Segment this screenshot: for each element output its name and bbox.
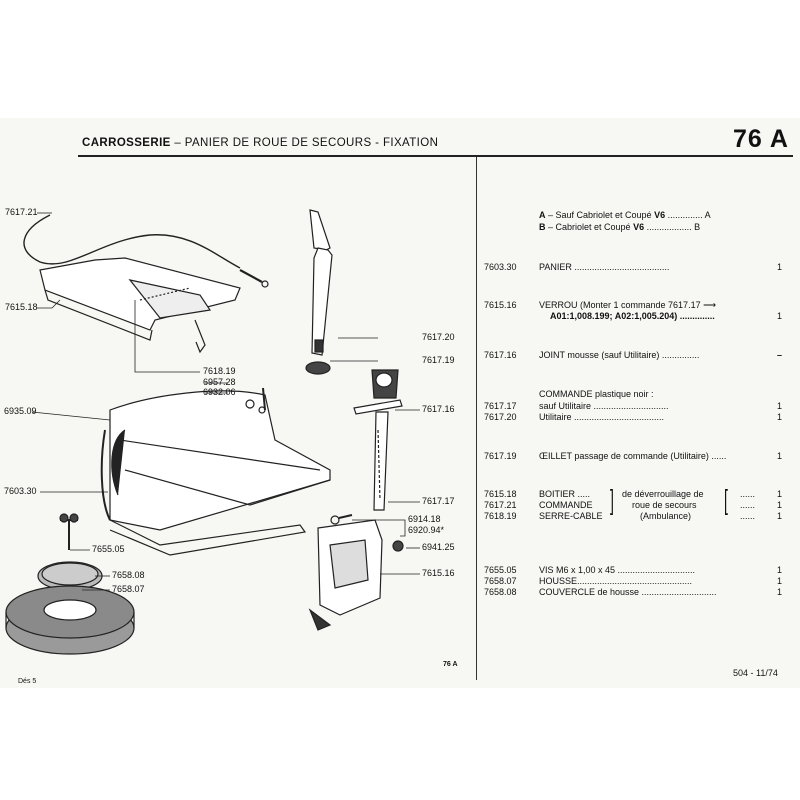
part-description: VIS M6 x 1,00 x 45 ............................... (539, 565, 696, 575)
part-description: COMMANDE (539, 500, 593, 510)
callout-7615-18: 7615.18 (5, 302, 38, 312)
part-number: 7615.18 (484, 489, 517, 499)
part-number: 7655.05 (484, 565, 517, 575)
part-number: 7658.08 (484, 587, 517, 597)
part-quantity: 1 (777, 401, 783, 411)
part-number: 7617.16 (484, 350, 517, 360)
part-description: COUVERCLE de housse .............................. (539, 587, 717, 597)
part-number: 7618.19 (484, 511, 517, 521)
callout-7617-20: 7617.20 (422, 332, 455, 342)
part-description: sauf Utilitaire .............................. (539, 401, 669, 411)
part-quantity: – (777, 350, 783, 360)
group-dots: ...... (740, 500, 756, 510)
callout-7658-07: 7658.07 (112, 584, 145, 594)
callout-7617-17: 7617.17 (422, 496, 455, 506)
callout-7618-19: 7618.19 (203, 366, 236, 376)
part-description: HOUSSE.............................................. (539, 576, 693, 586)
part-description: PANIER ...................................... (539, 262, 670, 272)
callout-7658-08: 7658.08 (112, 570, 145, 580)
group-note-line1: de déverrouillage de (622, 489, 704, 499)
part-quantity: 1 (777, 587, 783, 597)
part-description: Utilitaire .................................... (539, 412, 665, 422)
part-number: 7615.16 (484, 300, 517, 310)
part-quantity: 1 (777, 311, 783, 321)
part-quantity: 1 (777, 451, 783, 461)
part-description: JOINT mousse (sauf Utilitaire) ............... (539, 350, 700, 360)
callout-6920-94: 6920.94* (408, 525, 445, 535)
figure-code: 76 A (443, 661, 458, 668)
part-quantity: 1 (777, 576, 783, 586)
callout-7617-16: 7617.16 (422, 404, 455, 414)
page-code: 76 A (733, 125, 789, 153)
part-description: BOITIER ..... (539, 489, 591, 499)
group-note-line2: roue de secours (632, 500, 697, 510)
part-quantity: 1 (777, 412, 783, 422)
part-quantity: 1 (777, 565, 783, 575)
part-description: VERROU (Monter 1 commande 7617.17 ⟶ (539, 300, 716, 310)
part-description: ŒILLET passage de commande (Utilitaire) ...... (539, 451, 727, 461)
group-dots: ...... (740, 489, 756, 499)
group-note-line3: (Ambulance) (640, 511, 692, 521)
left-bracket: ] (609, 484, 614, 515)
footer-reference: 504 - 11/74 (733, 668, 778, 678)
part-quantity: 1 (777, 511, 783, 521)
callout-7615-16: 7615.16 (422, 568, 455, 578)
callout-7617-21: 7617.21 (5, 207, 38, 217)
callout-7655-05: 7655.05 (92, 544, 125, 554)
part-group-heading: COMMANDE plastique noir : (539, 389, 654, 399)
callout-6941-25: 6941.25 (422, 542, 455, 552)
legend-b: B – Cabriolet et Coupé V6 .................. B (539, 222, 701, 232)
part-quantity: 1 (777, 262, 783, 272)
group-dots: ...... (740, 511, 756, 521)
part-number: 7617.19 (484, 451, 517, 461)
right-bracket: [ (723, 484, 728, 515)
callout-6957-28: 6957.28 (203, 377, 236, 387)
callout-7617-19: 7617.19 (422, 355, 455, 365)
part-number: 7658.07 (484, 576, 517, 586)
corner-text: Dés 5 (18, 678, 37, 685)
callout-7603-30: 7603.30 (4, 486, 37, 496)
part-number: 7603.30 (484, 262, 517, 272)
part-description: SERRE-CABLE (539, 511, 603, 521)
legend-a: A – Sauf Cabriolet et Coupé V6 .............. A (539, 210, 711, 220)
callout-6935-09: 6935.09 (4, 406, 37, 416)
part-number: 7617.20 (484, 412, 517, 422)
callout-6932-06: 6932.06 (203, 387, 236, 397)
callout-6914-18: 6914.18 (408, 514, 441, 524)
part-quantity: 1 (777, 500, 783, 510)
part-number: 7617.21 (484, 500, 517, 510)
part-number: 7617.17 (484, 401, 517, 411)
page-title: CARROSSERIE – PANIER DE ROUE DE SECOURS - FIXATION (82, 137, 439, 149)
part-description-cont: A01:1,008.199; A02:1,005.204) .............. (550, 311, 715, 321)
part-quantity: 1 (777, 489, 783, 499)
